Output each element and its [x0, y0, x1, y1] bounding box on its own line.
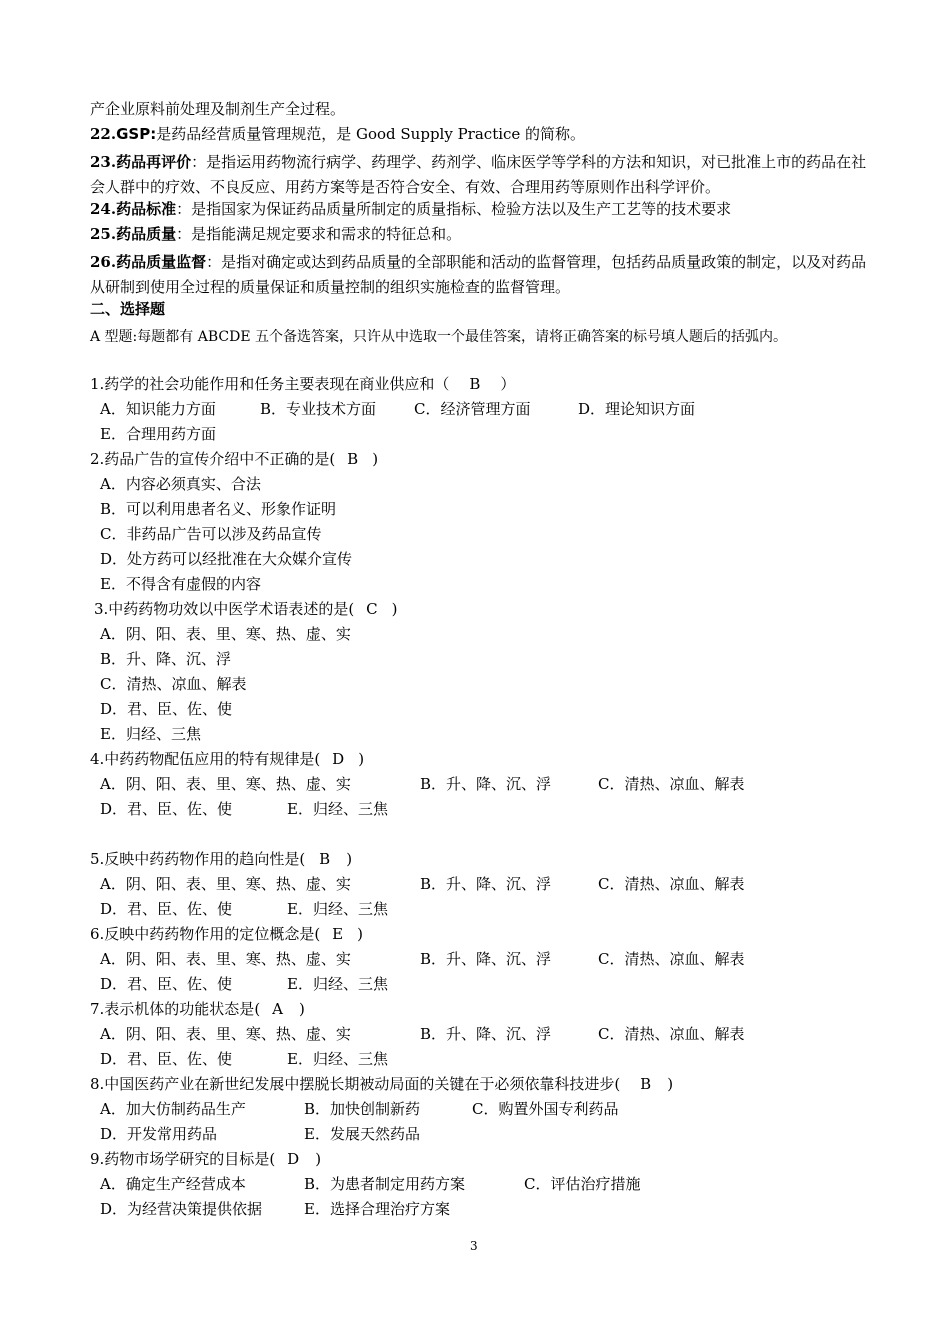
q2-option-a: A．内容必须真实、合法: [100, 475, 261, 493]
q2-option-c: C．非药品广告可以涉及药品宣传: [100, 525, 322, 543]
answer-5: B: [319, 850, 331, 868]
q3-option-a: A．阴、阳、表、里、寒、热、虚、实: [100, 625, 351, 643]
q9-option-c: C．评估治疗措施: [524, 1175, 641, 1193]
q8-option-d: D．开发常用药品: [100, 1125, 218, 1143]
question-1-stem: 1.药学的社会功能作用和任务主要表现在商业供应和（ B ）: [90, 375, 516, 393]
q8-option-e: E．发展天然药品: [304, 1125, 420, 1143]
question-7-stem: 7.表示机体的功能状态是( A ): [90, 1000, 305, 1018]
q9-option-b: B．为患者制定用药方案: [304, 1175, 466, 1193]
q9-option-a: A．确定生产经营成本: [100, 1175, 246, 1193]
q8-option-c: C．购置外国专利药品: [472, 1100, 619, 1118]
answer-2: B: [347, 450, 359, 468]
answer-4: D: [332, 750, 345, 768]
q5-option-d: D．君、臣、佐、使: [100, 900, 233, 918]
answer-6: E: [332, 925, 344, 943]
q4-option-c: C．清热、凉血、解表: [598, 775, 745, 793]
q7-option-b: B．升、降、沉、浮: [420, 1025, 552, 1043]
question-4-stem: 4.中药药物配伍应用的特有规律是( D ): [90, 750, 365, 768]
q1-option-c: C．经济管理方面: [414, 400, 531, 418]
definition-25: 25.药品质量：是指能满足规定要求和需求的特征总和。: [90, 225, 462, 243]
section-title: 二、选择题: [90, 300, 166, 318]
q5-option-a: A．阴、阳、表、里、寒、热、虚、实: [100, 875, 351, 893]
q6-option-b: B．升、降、沉、浮: [420, 950, 552, 968]
answer-8: B: [640, 1075, 652, 1093]
instructions: A 型题:每题都有 ABCDE 五个备选答案，只许从中选取一个最佳答案，请将正确答案的标号填人题后的括弧内。: [90, 329, 787, 345]
q1-option-d: D．理论知识方面: [578, 400, 696, 418]
q8-option-b: B．加快创制新药: [304, 1100, 421, 1118]
definition-continuation: 产企业原料前处理及制剂生产全过程。: [90, 100, 346, 118]
q7-option-e: E．归经、三焦: [287, 1050, 388, 1068]
question-3-stem: 3.中药药物功效以中医学术语表述的是( C ): [94, 600, 398, 618]
answer-3: C: [366, 600, 378, 618]
q6-option-a: A．阴、阳、表、里、寒、热、虚、实: [100, 950, 351, 968]
page-number: 3: [470, 1239, 478, 1253]
q5-option-b: B．升、降、沉、浮: [420, 875, 552, 893]
q4-option-d: D．君、臣、佐、使: [100, 800, 233, 818]
q3-option-c: C．清热、凉血、解表: [100, 675, 247, 693]
q1-option-b: B．专业技术方面: [260, 400, 377, 418]
definition-23: 23.药品再评价：是指运用药物流行病学、药理学、药剂学、临床医学等学科的方法和知识，对已批准上市的药品在社会人群中的疗效、不良反应、用药方案等是否符合安全、有效、合理用药等原则作出科学评价。: [90, 153, 867, 196]
q1-option-e: E．合理用药方面: [100, 425, 216, 443]
q2-option-d: D．处方药可以经批准在大众媒介宣传: [100, 550, 353, 568]
definition-22: 22.GSP:是药品经营质量管理规范，是 Good Supply Practice 的简称。: [90, 125, 586, 143]
q4-option-e: E．归经、三焦: [287, 800, 388, 818]
q5-option-e: E．归经、三焦: [287, 900, 388, 918]
q9-option-e: E．选择合理治疗方案: [304, 1200, 450, 1218]
q5-option-c: C．清热、凉血、解表: [598, 875, 745, 893]
q7-option-a: A．阴、阳、表、里、寒、热、虚、实: [100, 1025, 351, 1043]
definition-24: 24.药品标准：是指国家为保证药品质量所制定的质量指标、检验方法以及生产工艺等的技术要求: [90, 200, 732, 218]
q6-option-c: C．清热、凉血、解表: [598, 950, 745, 968]
q6-option-e: E．归经、三焦: [287, 975, 388, 993]
answer-7: A: [272, 1000, 284, 1018]
q2-option-e: E．不得含有虚假的内容: [100, 575, 261, 593]
q7-option-c: C．清热、凉血、解表: [598, 1025, 745, 1043]
q8-option-a: A．加大仿制药品生产: [100, 1100, 246, 1118]
question-9-stem: 9.药物市场学研究的目标是( D ): [90, 1150, 322, 1168]
q3-option-e: E．归经、三焦: [100, 725, 201, 743]
question-5-stem: 5.反映中药药物作用的趋向性是( B ): [90, 850, 353, 868]
q9-option-d: D．为经营决策提供依据: [100, 1200, 263, 1218]
answer-1: B: [469, 375, 481, 393]
answer-9: D: [287, 1150, 300, 1168]
q4-option-b: B．升、降、沉、浮: [420, 775, 552, 793]
q2-option-b: B．可以利用患者名义、形象作证明: [100, 500, 337, 518]
question-8-stem: 8.中国医药产业在新世纪发展中摆脱长期被动局面的关键在于必须依靠科技进步( B ): [90, 1075, 674, 1093]
q3-option-b: B．升、降、沉、浮: [100, 650, 232, 668]
definition-26: 26.药品质量监督：是指对确定或达到药品质量的全部职能和活动的监督管理，包括药品质量政策的制定，以及对药品从研制到使用全过程的质量保证和质量控制的组织实施检查的监督管理。: [90, 253, 867, 296]
q7-option-d: D．君、臣、佐、使: [100, 1050, 233, 1068]
question-2-stem: 2.药品广告的宣传介绍中不正确的是( B ): [90, 450, 379, 468]
question-6-stem: 6.反映中药药物作用的定位概念是( E ): [90, 925, 363, 943]
q1-option-a: A．知识能力方面: [100, 400, 216, 418]
q3-option-d: D．君、臣、佐、使: [100, 700, 233, 718]
q6-option-d: D．君、臣、佐、使: [100, 975, 233, 993]
q4-option-a: A．阴、阳、表、里、寒、热、虚、实: [100, 775, 351, 793]
